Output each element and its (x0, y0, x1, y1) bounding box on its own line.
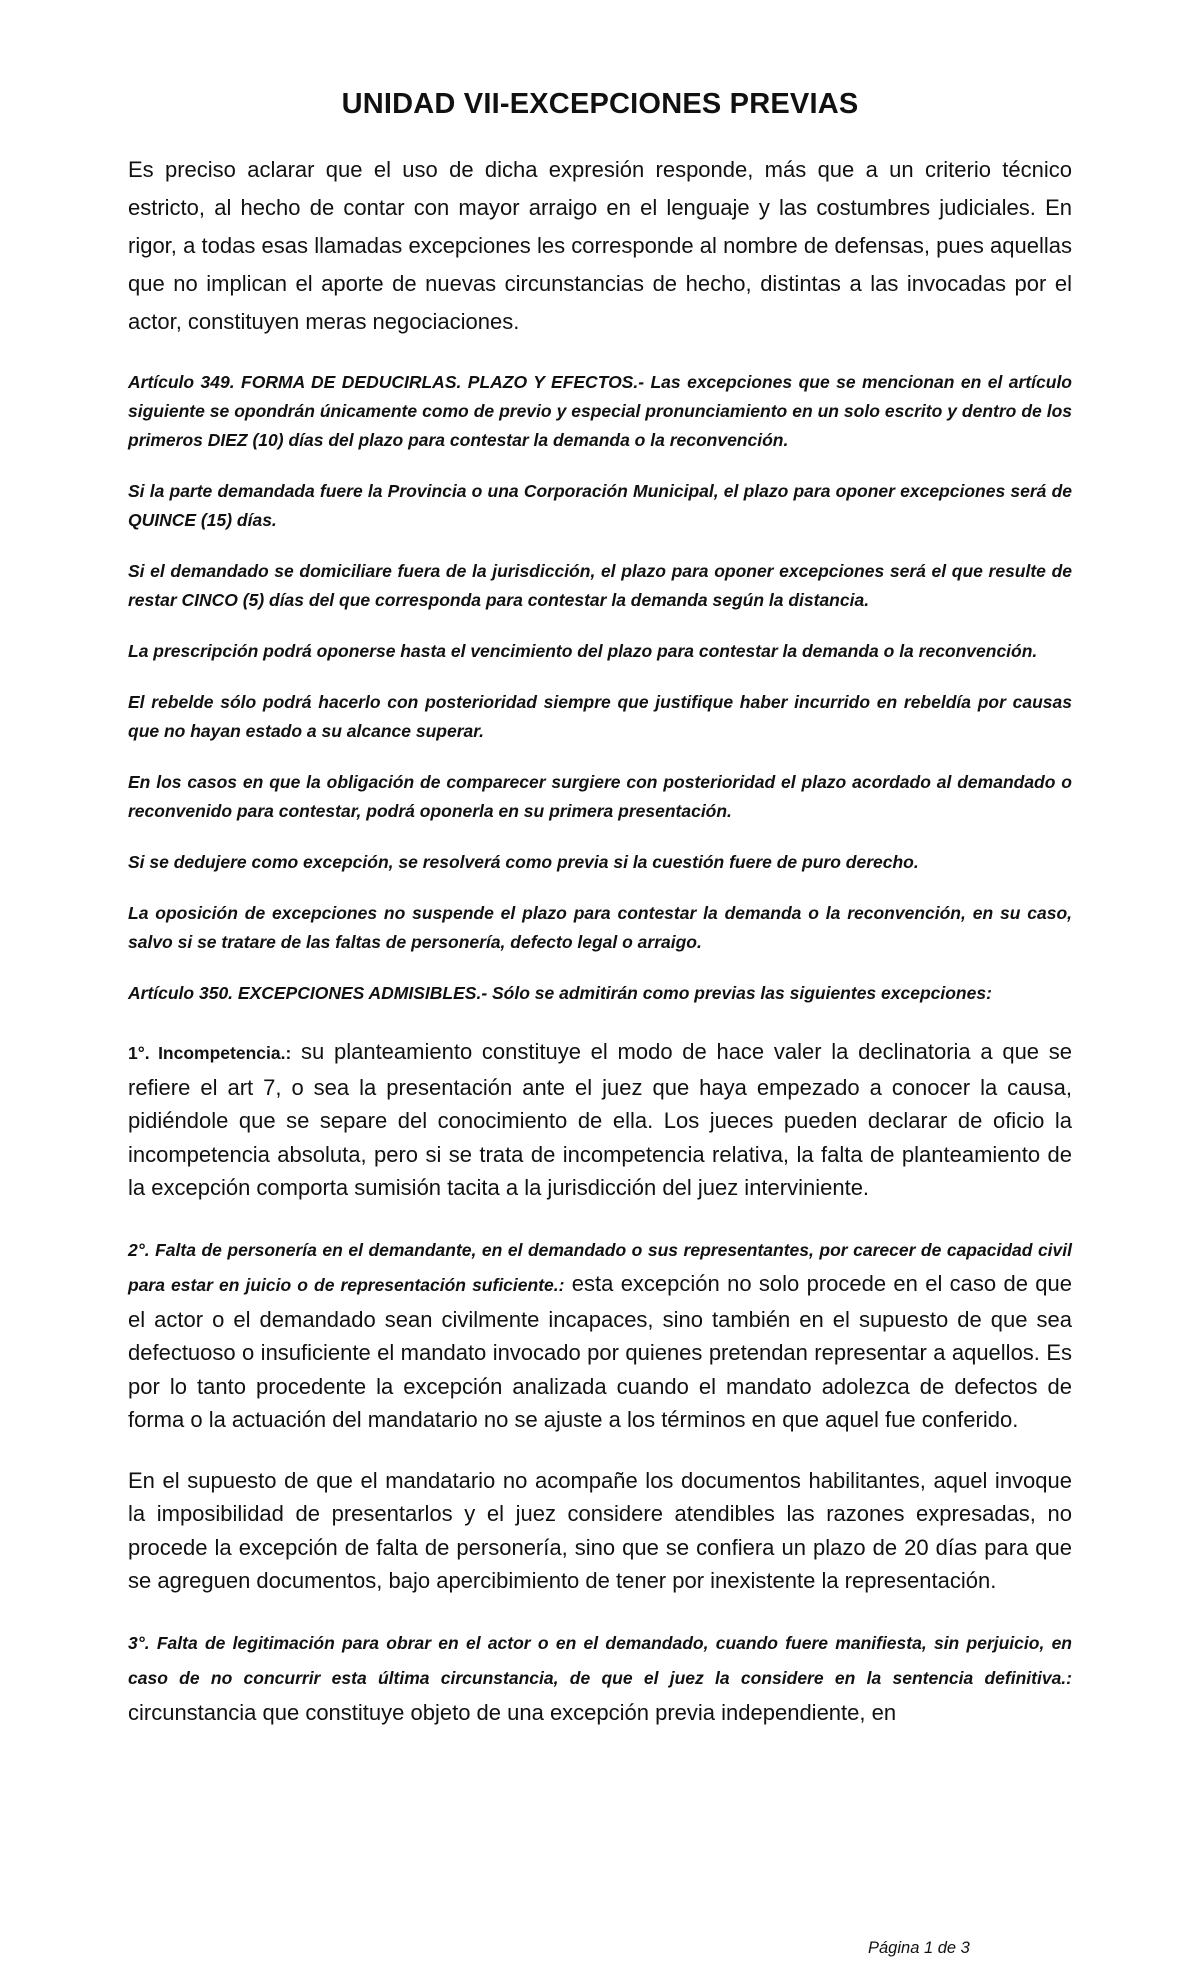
page-number-footer: Página 1 de 3 (868, 1939, 970, 1957)
article-349-excepcion-paragraph: Si se dedujere como excepción, se resolverá como previa si la cuestión fuere de puro derecho. (128, 852, 919, 872)
item-3-lead: 3°. Falta de legitimación para obrar en el actor o en el demandado, cuando fuere manifiesta, sin perjuicio, en caso de no concurrir esta última circunstancia, de que el juez la considere en la sentencia definitiva.: (128, 1632, 1072, 1688)
item-2-lead: 2°. Falta de personería en el demandante, en el demandado o sus representantes, por carecer de capacidad civil para estar en juicio o de representación suficiente.: (128, 1239, 1072, 1295)
item-1-text: su planteamiento constituye el modo de hace valer la declinatoria a que se refiere el art 7, o sea la presentación ante el juez que haya empezado a conocer la causa, pidiéndole que se separe del conocimiento de ella. Los jueces pueden declarar de oficio la incompetencia absoluta, pero si se trata de incompetencia relativa, la falta de planteamiento de la excepción comporta sumisión tacita a la jurisdicción del juez interviniente. (128, 1039, 1072, 1200)
article-349-provincia-paragraph: Si la parte demandada fuere la Provincia o una Corporación Municipal, el plazo para oponer excepciones será de QUINCE (15) días. (128, 481, 1072, 530)
item-3-text: circunstancia que constituye objeto de una excepción previa independiente, en (128, 1699, 897, 1725)
article-349-rebelde-paragraph: El rebelde sólo podrá hacerlo con posterioridad siempre que justifique haber incurrido en rebeldía por causas que no hayan estado a su alcance superar. (128, 692, 1072, 741)
intro-paragraph: Es preciso aclarar que el uso de dicha expresión responde, más que a un criterio técnico estricto, al hecho de contar con mayor arraigo en el lenguaje y las costumbres judiciales. En rigor, a todas esas llamadas excepciones les corresponde al nombre de defensas, pues aquellas que no implican el aporte de nuevas circunstancias de hecho, distintas a las invocadas por el actor, constituyen meras negociaciones. (128, 157, 1072, 334)
item-2-continuation-paragraph: En el supuesto de que el mandatario no acompañe los documentos habilitantes, aquel invoque la imposibilidad de presentarlos y el juez considere atendibles las razones expresadas, no procede la excepción de falta de personería, sino que se confiera un plazo de 20 días para que se agreguen documentos, bajo apercibimiento de tener por inexistente la representación. (128, 1467, 1072, 1593)
article-350-paragraph: Artículo 350. EXCEPCIONES ADMISIBLES.- Sólo se admitirán como previas las siguientes excepciones: (128, 983, 992, 1003)
item-2-text: esta excepción no solo procede en el caso de que el actor o el demandado sean civilmente incapaces, sino también en el supuesto de que sea defectuoso o insuficiente el mandato invocado por quienes pretendan representar a aquellos. Es por lo tanto procedente la excepción analizada cuando el mandato adolezca de defectos de forma o la actuación del mandatario no se ajuste a los términos en que aquel fue conferido. (128, 1271, 1072, 1432)
article-349-prescripcion-paragraph: La prescripción podrá oponerse hasta el vencimiento del plazo para contestar la demanda o la reconvención. (128, 641, 1038, 661)
item-1-lead: 1°. Incompetencia.: (128, 1043, 292, 1063)
article-349-paragraph: Artículo 349. FORMA DE DEDUCIRLAS. PLAZO Y EFECTOS.- Las excepciones que se mencionan en el artículo siguiente se opondrán únicamente como de previo y especial pronunciamiento en un solo escrito y dentro de los primeros DIEZ (10) días del plazo para contestar la demanda o la reconvención. (128, 372, 1072, 450)
document-body (128, 151, 1072, 1729)
item-1-paragraph (128, 1035, 1072, 1205)
article-349-jurisdiccion-paragraph: Si el demandado se domiciliare fuera de la jurisdicción, el plazo para oponer excepciones será el que resulte de restar CINCO (5) días del que corresponda para contestar la demanda según la distancia. (128, 561, 1072, 610)
item-2-paragraph (128, 1232, 1072, 1437)
article-349-comparecer-paragraph: En los casos en que la obligación de comparecer surgiere con posterioridad el plazo acordado al demandado o reconvenido para contestar, podrá oponerla en su primera presentación. (128, 772, 1072, 821)
page-title: UNIDAD VII-EXCEPCIONES PREVIAS (341, 88, 859, 120)
article-349-oposicion-paragraph: La oposición de excepciones no suspende el plazo para contestar la demanda o la reconvención, en su caso, salvo si se tratare de las faltas de personería, defecto legal o arraigo. (128, 903, 1072, 952)
item-3-paragraph (128, 1625, 1072, 1730)
